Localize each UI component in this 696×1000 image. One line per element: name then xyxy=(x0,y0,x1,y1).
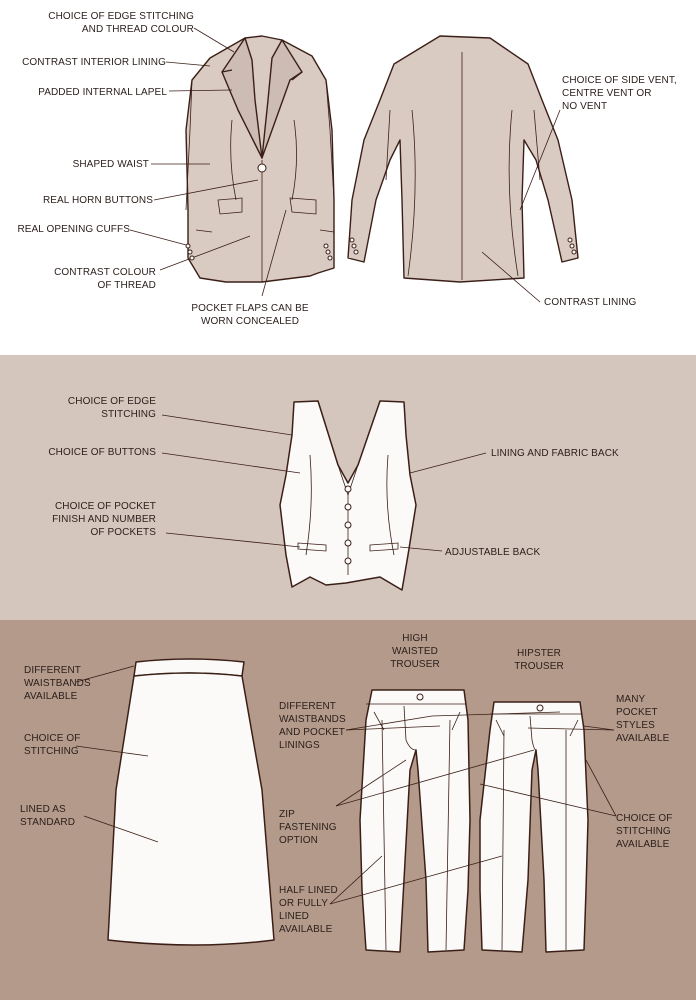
label-interior-lining: CONTRAST INTERIOR LINING xyxy=(22,57,166,68)
label-high-waisted: HIGH WAISTED TROUSER xyxy=(390,633,440,670)
jacket-back-body xyxy=(348,36,578,282)
label-contrast-thread: CONTRAST COLOUR OF THREAD xyxy=(54,267,156,291)
label-padded-lapel: PADDED INTERNAL LAPEL xyxy=(38,87,167,98)
jacket-front-button xyxy=(258,164,266,172)
waistcoat-section xyxy=(0,355,696,620)
label-wc-edge-stitching: CHOICE OF EDGE STITCHING xyxy=(67,396,156,420)
hipster-trouser xyxy=(480,702,588,952)
label-zip: ZIP FASTENING OPTION xyxy=(279,809,337,846)
label-edge-stitching: CHOICE OF EDGE STITCHING AND THREAD COLOUR xyxy=(48,11,194,35)
label-pocket-styles: MANY POCKET STYLES AVAILABLE xyxy=(616,694,670,744)
bottoms-section xyxy=(0,620,696,1000)
label-waistbands-linings: DIFFERENT WAISTBANDS AND POCKET LININGS xyxy=(279,701,346,751)
high-waisted-trouser xyxy=(360,690,470,952)
label-opening-cuffs: REAL OPENING CUFFS xyxy=(17,224,130,235)
label-wc-lining-back: LINING AND FABRIC BACK xyxy=(491,448,619,459)
jacket-section xyxy=(0,0,696,355)
label-pocket-flaps: POCKET FLAPS CAN BE WORN CONCEALED xyxy=(191,303,309,327)
label-half-lined: HALF LINED OR FULLY LINED AVAILABLE xyxy=(279,885,338,935)
label-contrast-lining: CONTRAST LINING xyxy=(544,297,637,308)
jacket-front-body xyxy=(186,36,334,282)
label-hipster: HIPSTER TROUSER xyxy=(514,648,564,672)
label-skirt-stitching: CHOICE OF STITCHING xyxy=(24,733,81,757)
label-stitching-available: CHOICE OF STITCHING AVAILABLE xyxy=(616,813,673,850)
label-shaped-waist: SHAPED WAIST xyxy=(72,159,149,170)
label-wc-buttons: CHOICE OF BUTTONS xyxy=(48,447,156,458)
label-vent: CHOICE OF SIDE VENT, CENTRE VENT OR NO VENT xyxy=(562,75,677,112)
waistcoat-button xyxy=(345,486,351,492)
label-wc-pocket-finish: CHOICE OF POCKET FINISH AND NUMBER OF POCKETS xyxy=(52,501,156,538)
label-wc-adjustable-back: ADJUSTABLE BACK xyxy=(445,547,541,558)
label-skirt-waistbands: DIFFERENT WAISTBANDS AVAILABLE xyxy=(24,665,91,702)
trouser-button xyxy=(417,694,423,700)
label-skirt-lined: LINED AS STANDARD xyxy=(20,804,76,828)
label-horn-buttons: REAL HORN BUTTONS xyxy=(42,195,153,206)
